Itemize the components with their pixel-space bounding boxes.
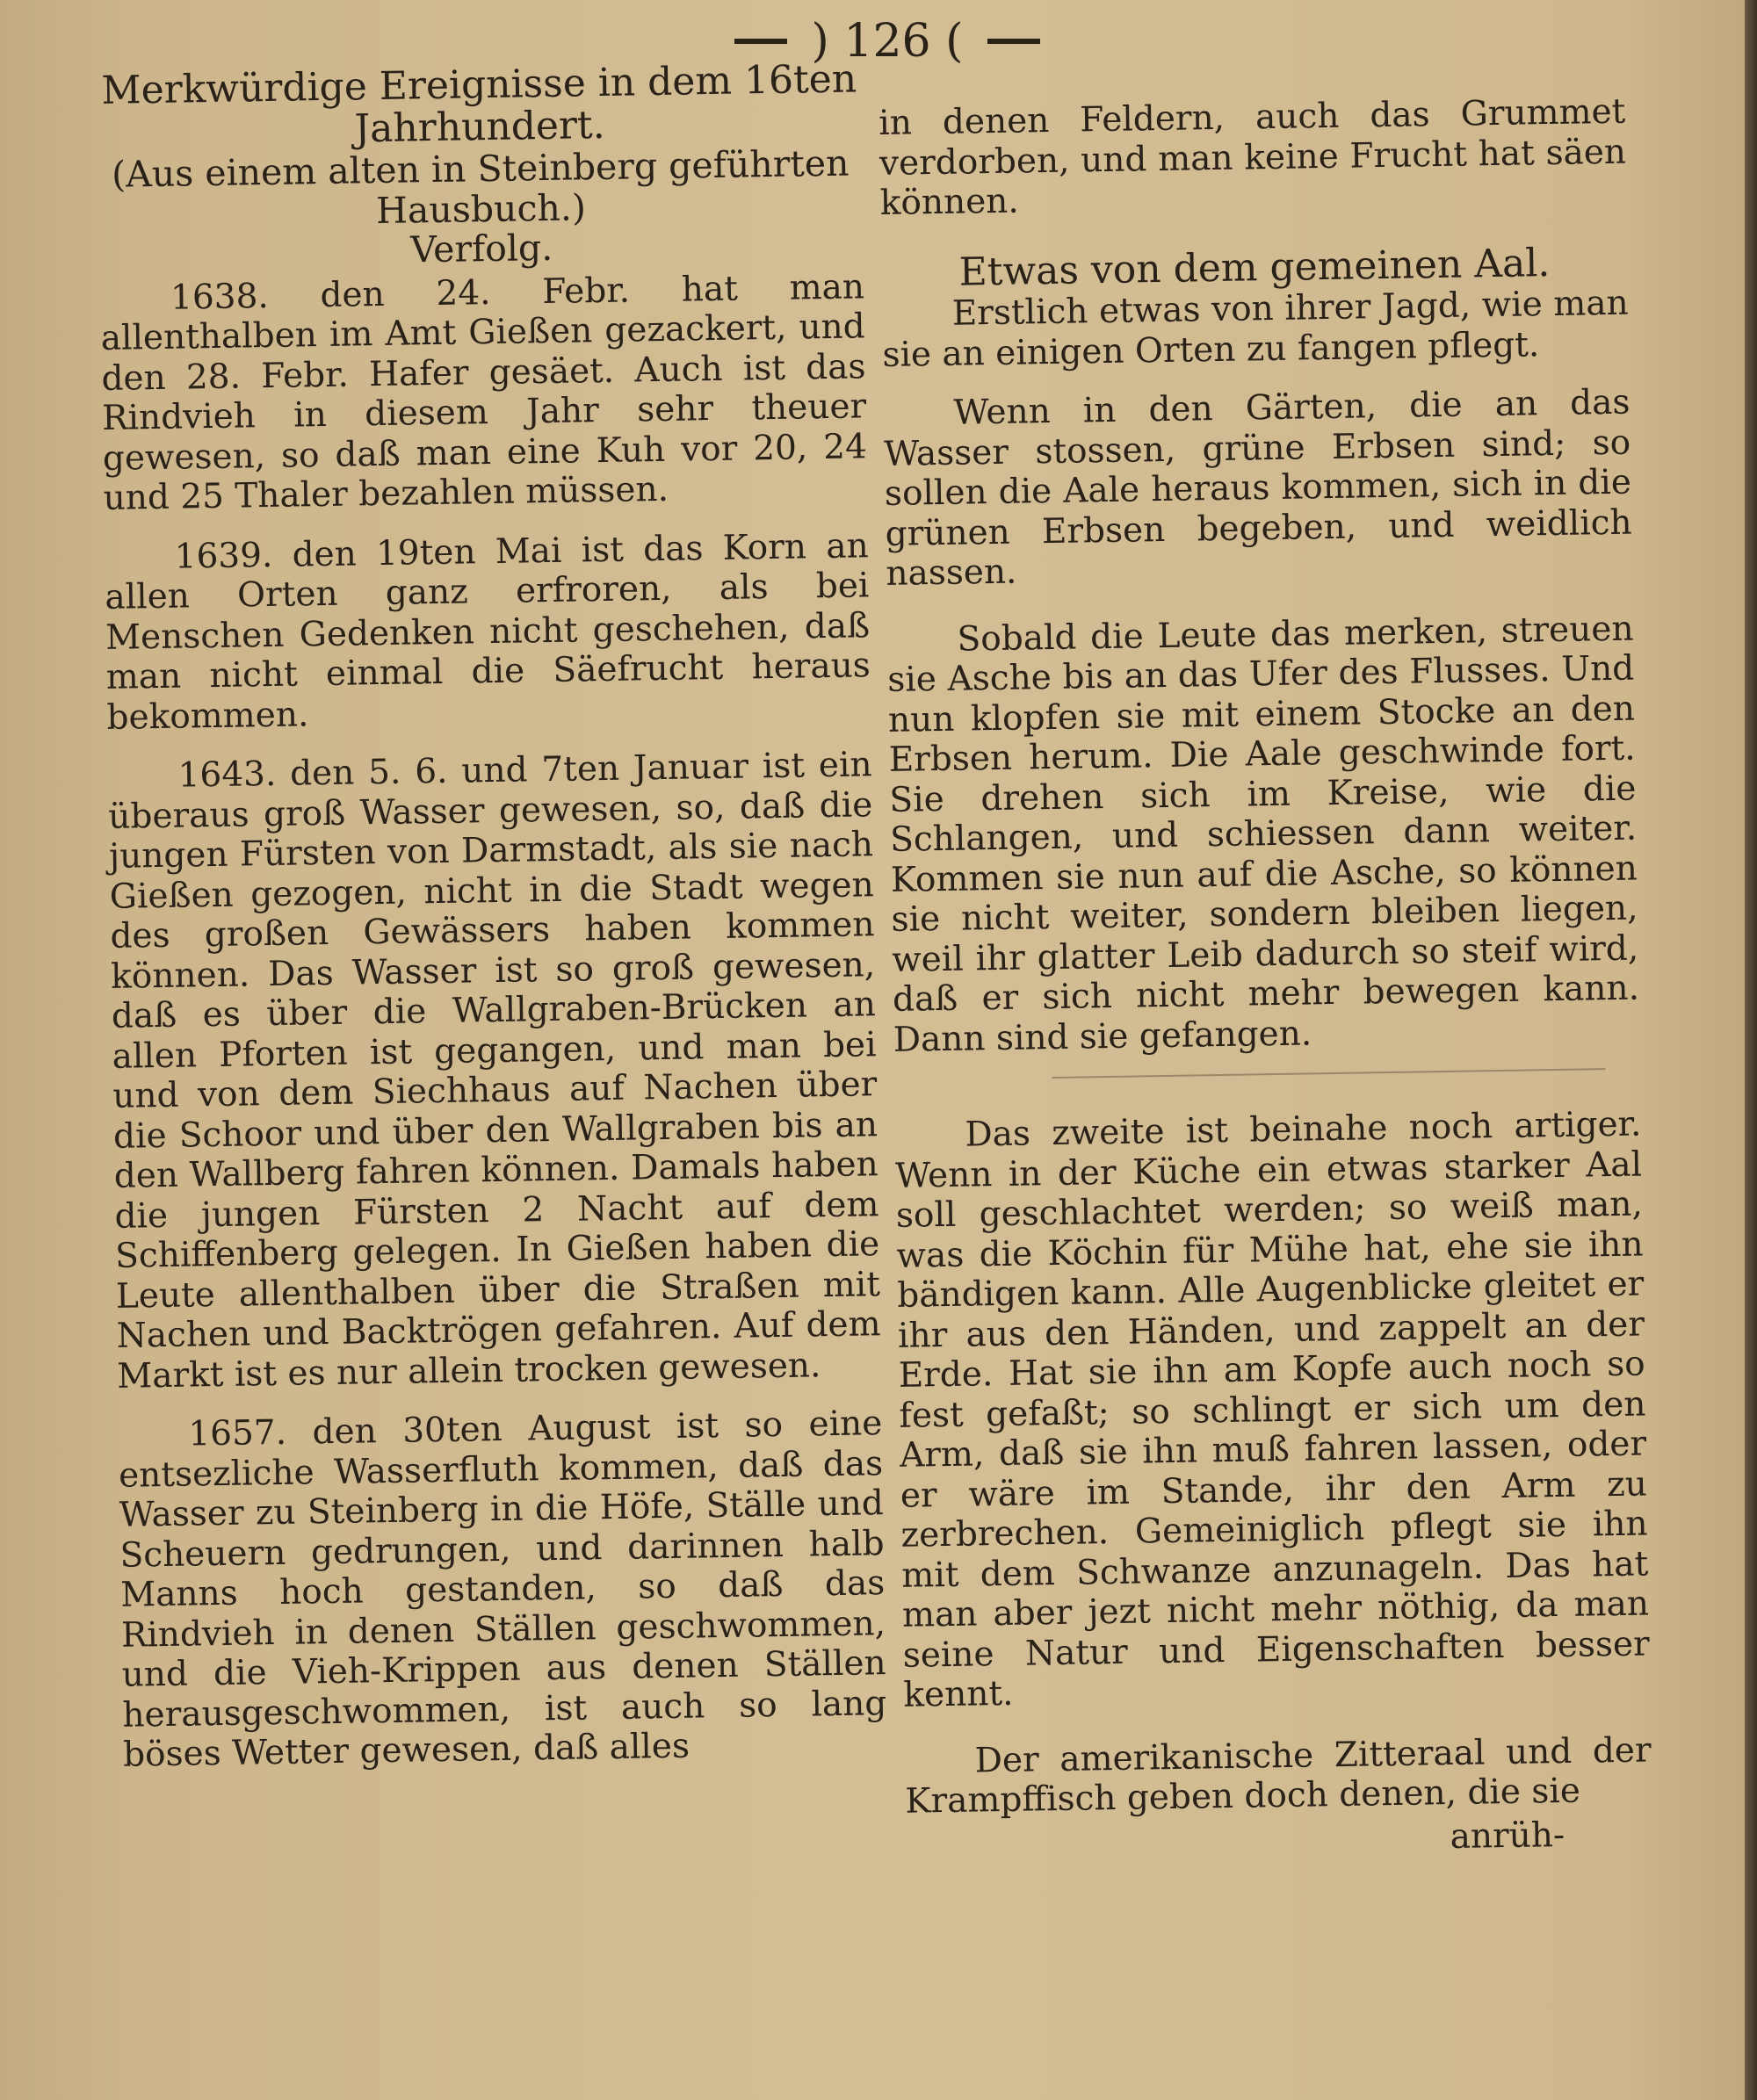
paragraph-1639: 1639. den 19ten Mai ist das Korn an allen Orten ganz erfroren, als bei Menschen Gedenken nicht geschehen, daß man nicht einmal die Säefrucht heraus bekommen.: [105, 525, 871, 738]
catchword: anrüh-: [1450, 1815, 1565, 1857]
paragraph-1638: 1638. den 24. Febr. hat man allenthalben im Amt Gießen gezackert, und den 28. Febr. Hafer gesäet. Auch ist das Rindvieh in diesem Jahr sehr theuer gewesen, so daß man eine Kuh vor 20, 24 und 25 Thaler bezahlen müssen.: [100, 266, 868, 518]
continuation-text: in denen Feldern, auch das Grummet verdorben, und man keine Frucht hat säen können.: [878, 91, 1627, 223]
header-rule-left: [734, 39, 787, 44]
article-title: Merkwürdige Ereignisse in dem 16ten Jahrhundert.: [101, 56, 857, 152]
paragraph-gardens: Wenn in den Gärten, die an das Wasser stossen, grüne Erbsen sind; so sollen die Aale heraus kommen, sich in die grünen Erbsen begeben, und weidlich nassen.: [883, 382, 1632, 594]
paragraph-1643: 1643. den 5. 6. und 7ten Januar ist ein überaus groß Wasser gewesen, so, daß die jungen Fürsten von Darmstadt, als sie nach Gießen gezogen, nicht in die Stadt wegen des großen Gewässers haben kommen können. Das Wasser ist so groß gewesen, daß es über die Wallgraben-Brücken an allen Pforten ist gegangen, und man bei und von dem Siechhaus auf Nachen über die Schoor und über den Wallgraben bis an den Wallberg fahren können. Damals haben die jungen Fürsten 2 Nacht auf dem Schiffenberg gelegen. In Gießen haben die Leute allenthalben über die Straßen mit Nachen und Backtrögen gefahren. Auf dem Markt ist es nur allein trocken gewesen.: [107, 745, 881, 1396]
paragraph-hunt-intro: Erstlich etwas von ihrer Jagd, wie man sie an einigen Orten zu fangen pflegt.: [882, 283, 1630, 375]
continued-label: Verfolg.: [409, 226, 553, 271]
eel-article-title: Etwas von dem gemeinen Aal.: [958, 240, 1551, 295]
paragraph-kitchen: Das zweite ist beinahe noch artiger. Wenn in der Küche ein etwas starker Aal soll geschlachtet werden; so weiß man, was die Köchin für Mühe hat, ehe sie ihn bändigen kann. Alle Augenblicke gleitet er ihr aus den Händen, und zappelt an der Erde. Hat sie ihn am Kopfe auch noch so fest gefaßt; so schlingt er sich um den Arm, daß sie ihn muß fahren lassen, oder er wäre im Stande, ihr den Arm zu zerbrechen. Gemeiniglich pflegt sie ihn mit dem Schwanze anzunageln. Das hat man aber jezt nicht mehr nöthig, da man seine Natur und Eigenschaften besser kennt.: [894, 1104, 1651, 1715]
header-rule-right: [987, 39, 1040, 44]
section-divider: [1052, 1068, 1605, 1079]
paragraph-1657: 1657. den 30ten August ist so eine entsezliche Wasserfluth kommen, daß das Wasser zu Steinberg in die Höfe, Ställe und Scheuern gedrungen, und darinnen halb Manns hoch gestanden, so daß das Rindvieh in denen Ställen geschwommen, und die Vieh-Krippen aus denen Ställen herausgeschwommen, ist auch so lang böses Wetter gewesen, daß alles: [118, 1404, 887, 1775]
paragraph-electric-eel: Der amerikanische Zitteraal und der Krampffisch geben doch denen, die sie: [905, 1729, 1652, 1822]
page-number: ) 126 (: [811, 15, 964, 68]
paragraph-ashes: Sobald die Leute das merken, streuen sie Asche bis an das Ufer des Flusses. Und nun klopfen sie mit einem Stocke an den Erbsen herum. Die Aale geschwinde fort. Sie drehen sich im Kreise, wie die Schlangen, und schiessen dann weiter. Kommen sie nun auf die Asche, so können sie nicht weiter, sondern bleiben liegen, weil ihr glatter Leib dadurch so steif wird, daß er sich nicht mehr bewegen kann. Dann sind sie gefangen.: [886, 609, 1640, 1060]
left-column: [97, 58, 888, 1794]
article-subtitle: (Aus einem alten in Steinberg geführten Hausbuch.): [111, 141, 850, 233]
page-edge-shadow: [1745, 0, 1757, 2100]
right-column: [878, 92, 1652, 1865]
